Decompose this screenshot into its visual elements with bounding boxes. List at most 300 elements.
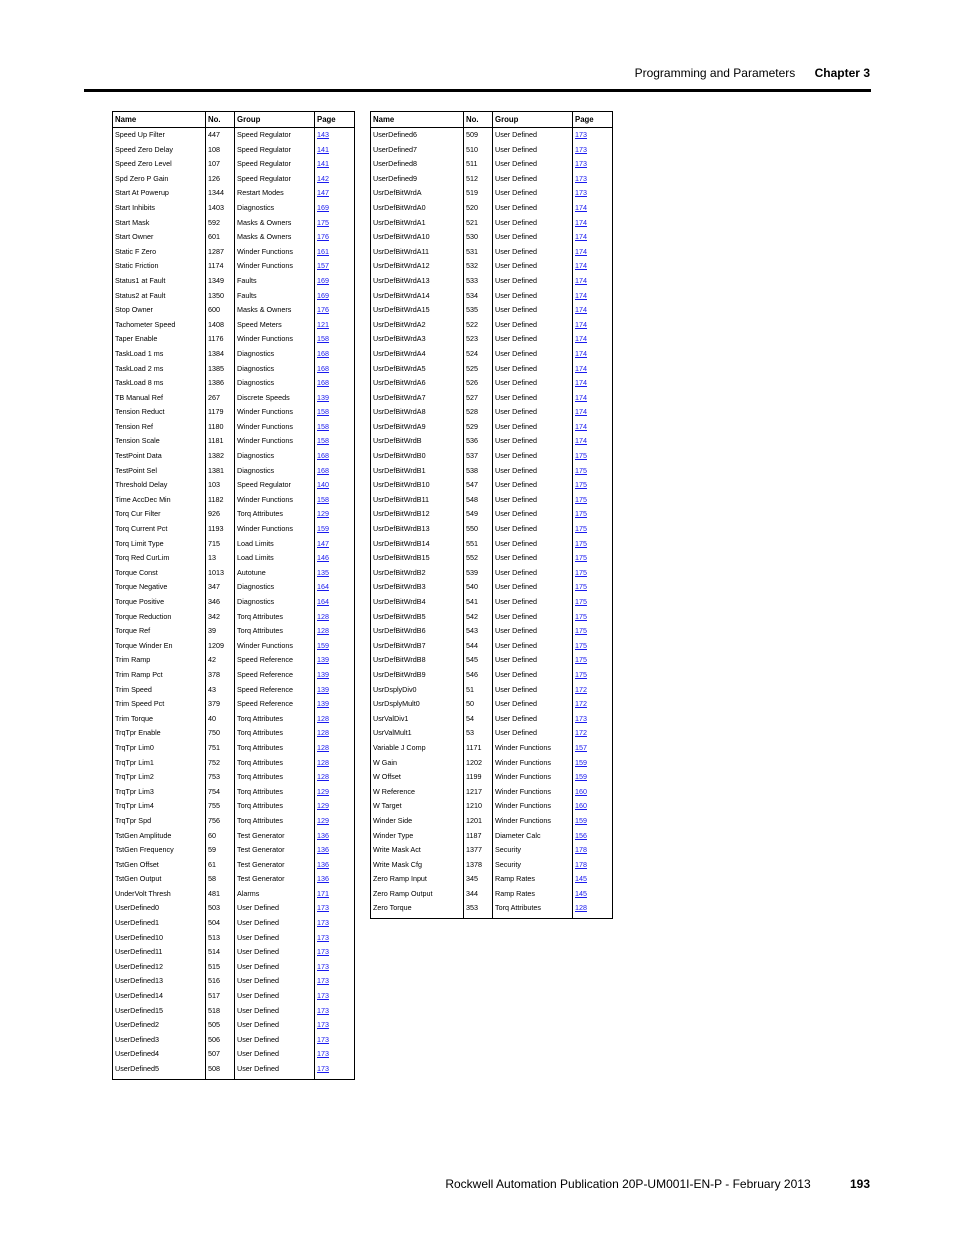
param-name: Taper Enable (113, 332, 206, 347)
param-group: Speed Regulator (235, 128, 315, 143)
param-group: User Defined (493, 493, 573, 508)
param-group: User Defined (493, 172, 573, 187)
page-link[interactable]: 142 (315, 172, 355, 187)
page-link[interactable]: 175 (573, 493, 613, 508)
page-link[interactable]: 169 (315, 289, 355, 304)
table-row (113, 901, 355, 916)
page-link[interactable]: 175 (573, 449, 613, 464)
page-link[interactable]: 173 (573, 143, 613, 158)
param-name: Tachometer Speed (113, 318, 206, 333)
page-link[interactable]: 174 (573, 274, 613, 289)
page-link[interactable]: 174 (573, 347, 613, 362)
param-group: Diagnostics (235, 201, 315, 216)
param-number: 926 (206, 507, 235, 522)
param-group: Winder Functions (235, 245, 315, 260)
page-link[interactable]: 156 (573, 829, 613, 844)
page-link[interactable]: 128 (315, 610, 355, 625)
table-row (371, 843, 613, 858)
param-name: TB Manual Ref (113, 391, 206, 406)
param-number: 541 (464, 595, 493, 610)
param-number: 546 (464, 668, 493, 683)
param-name: TrqTpr Spd (113, 814, 206, 829)
param-name: UsrDefBitWrdB14 (371, 537, 464, 552)
param-group: User Defined (235, 901, 315, 916)
param-name: Write Mask Act (371, 843, 464, 858)
param-group: Torq Attributes (235, 507, 315, 522)
param-number: 1287 (206, 245, 235, 260)
page-link[interactable]: 168 (315, 362, 355, 377)
page-link[interactable]: 175 (573, 595, 613, 610)
page-link[interactable]: 176 (315, 303, 355, 318)
param-group: Diagnostics (235, 347, 315, 362)
page-link[interactable]: 174 (573, 391, 613, 406)
page-link[interactable]: 141 (315, 157, 355, 172)
param-number: 503 (206, 901, 235, 916)
page-link[interactable]: 158 (315, 434, 355, 449)
param-group: User Defined (493, 580, 573, 595)
param-number: 530 (464, 230, 493, 245)
page-link[interactable]: 139 (315, 697, 355, 712)
page-link[interactable]: 173 (315, 1047, 355, 1062)
param-number: 103 (206, 478, 235, 493)
page-link[interactable]: 128 (573, 901, 613, 919)
param-name: UserDefined8 (371, 157, 464, 172)
page-link[interactable]: 168 (315, 449, 355, 464)
table-row (113, 157, 355, 172)
page-link[interactable]: 141 (315, 143, 355, 158)
param-name: TstGen Output (113, 872, 206, 887)
param-name: Torq Limit Type (113, 537, 206, 552)
param-name: Write Mask Cfg (371, 858, 464, 873)
param-group: User Defined (493, 668, 573, 683)
page-link[interactable]: 128 (315, 756, 355, 771)
page-link[interactable]: 160 (573, 785, 613, 800)
param-group: User Defined (235, 989, 315, 1004)
page-link[interactable]: 121 (315, 318, 355, 333)
param-number: 715 (206, 537, 235, 552)
page-link[interactable]: 173 (315, 1018, 355, 1033)
param-name: Torque Ref (113, 624, 206, 639)
page-link[interactable]: 129 (315, 785, 355, 800)
table-row (371, 712, 613, 727)
table-row (113, 829, 355, 844)
param-number: 1381 (206, 464, 235, 479)
param-group: Winder Functions (493, 785, 573, 800)
page-link[interactable]: 175 (573, 507, 613, 522)
param-name: Tension Reduct (113, 405, 206, 420)
table-row (113, 624, 355, 639)
page-link[interactable]: 136 (315, 872, 355, 887)
page-link[interactable]: 147 (315, 186, 355, 201)
page-link[interactable]: 158 (315, 332, 355, 347)
table-row (371, 332, 613, 347)
param-group: Winder Functions (235, 405, 315, 420)
page-link[interactable]: 174 (573, 362, 613, 377)
table-row (371, 756, 613, 771)
page-link[interactable]: 128 (315, 741, 355, 756)
param-name: W Target (371, 799, 464, 814)
param-group: Winder Functions (235, 259, 315, 274)
param-number: 751 (206, 741, 235, 756)
param-number: 542 (464, 610, 493, 625)
page-link[interactable]: 145 (573, 887, 613, 902)
table-row (371, 537, 613, 552)
page-link[interactable]: 128 (315, 624, 355, 639)
page-link[interactable]: 175 (573, 551, 613, 566)
param-number: 342 (206, 610, 235, 625)
param-name: Winder Type (371, 829, 464, 844)
param-group: User Defined (235, 1004, 315, 1019)
page-link[interactable]: 129 (315, 799, 355, 814)
param-group: Torq Attributes (235, 799, 315, 814)
page-link[interactable]: 136 (315, 858, 355, 873)
param-name: UsrDefBitWrdA7 (371, 391, 464, 406)
param-number: 510 (464, 143, 493, 158)
page-link[interactable]: 178 (573, 843, 613, 858)
param-group: Diagnostics (235, 464, 315, 479)
page-link[interactable]: 158 (315, 493, 355, 508)
page-link[interactable]: 147 (315, 537, 355, 552)
param-number: 43 (206, 683, 235, 698)
param-name: Speed Zero Delay (113, 143, 206, 158)
page-link[interactable]: 164 (315, 580, 355, 595)
page-link[interactable]: 175 (315, 216, 355, 231)
column-header-name: Name (113, 112, 206, 128)
table-row (113, 186, 355, 201)
page-link[interactable]: 174 (573, 216, 613, 231)
page-link[interactable]: 172 (573, 683, 613, 698)
param-group: Test Generator (235, 872, 315, 887)
page-header (635, 66, 870, 80)
param-group: Torq Attributes (235, 741, 315, 756)
page-link[interactable]: 157 (573, 741, 613, 756)
param-name: Threshold Delay (113, 478, 206, 493)
page-link[interactable]: 135 (315, 566, 355, 581)
param-name: UsrDefBitWrdA11 (371, 245, 464, 260)
page-link[interactable]: 175 (573, 478, 613, 493)
page-link[interactable]: 169 (315, 274, 355, 289)
page-link[interactable]: 173 (315, 960, 355, 975)
table-row (113, 551, 355, 566)
param-group: Winder Functions (235, 639, 315, 654)
page-link[interactable]: 174 (573, 420, 613, 435)
param-group: Torq Attributes (235, 726, 315, 741)
param-group: Alarms (235, 887, 315, 902)
table-row (113, 507, 355, 522)
page-link[interactable]: 173 (573, 157, 613, 172)
page-link[interactable]: 158 (315, 420, 355, 435)
page-link[interactable]: 143 (315, 128, 355, 143)
param-number: 592 (206, 216, 235, 231)
param-number: 447 (206, 128, 235, 143)
param-number: 1382 (206, 449, 235, 464)
param-number: 551 (464, 537, 493, 552)
param-group: Speed Regulator (235, 143, 315, 158)
param-name: Torq Cur Filter (113, 507, 206, 522)
page-link[interactable]: 145 (573, 872, 613, 887)
param-group: Masks & Owners (235, 303, 315, 318)
table-row (113, 289, 355, 304)
param-number: 529 (464, 420, 493, 435)
page-link[interactable]: 173 (315, 989, 355, 1004)
param-name: Static Friction (113, 259, 206, 274)
param-name: UsrDefBitWrdB5 (371, 610, 464, 625)
page-link[interactable]: 139 (315, 391, 355, 406)
page-link[interactable]: 158 (315, 405, 355, 420)
param-name: Tension Ref (113, 420, 206, 435)
param-group: User Defined (493, 347, 573, 362)
param-group: User Defined (493, 507, 573, 522)
param-number: 512 (464, 172, 493, 187)
param-group: User Defined (493, 186, 573, 201)
param-group: User Defined (235, 1018, 315, 1033)
param-group: Winder Functions (235, 332, 315, 347)
table-row (371, 405, 613, 420)
param-name: TrqTpr Lim1 (113, 756, 206, 771)
table-row (371, 376, 613, 391)
param-name: TaskLoad 8 ms (113, 376, 206, 391)
param-name: UsrDefBitWrdB13 (371, 522, 464, 537)
page-link[interactable]: 173 (573, 712, 613, 727)
param-number: 1179 (206, 405, 235, 420)
param-group: Diameter Calc (493, 829, 573, 844)
page-link[interactable]: 173 (315, 945, 355, 960)
page-link[interactable]: 175 (573, 624, 613, 639)
page-link[interactable]: 173 (573, 172, 613, 187)
page-link[interactable]: 173 (315, 916, 355, 931)
param-number: 1210 (464, 799, 493, 814)
param-group: Winder Functions (493, 814, 573, 829)
param-name: TrqTpr Enable (113, 726, 206, 741)
page-link[interactable]: 174 (573, 332, 613, 347)
param-group: Test Generator (235, 829, 315, 844)
param-number: 1377 (464, 843, 493, 858)
page-link[interactable]: 176 (315, 230, 355, 245)
param-group: Masks & Owners (235, 216, 315, 231)
param-number: 547 (464, 478, 493, 493)
parameter-table-right (370, 111, 613, 919)
table-row (113, 639, 355, 654)
page-link[interactable]: 164 (315, 595, 355, 610)
param-group: Masks & Owners (235, 230, 315, 245)
page-link[interactable]: 159 (315, 639, 355, 654)
table-row (371, 172, 613, 187)
table-row (371, 464, 613, 479)
page-link[interactable]: 171 (315, 887, 355, 902)
page-link[interactable]: 139 (315, 668, 355, 683)
param-number: 1181 (206, 434, 235, 449)
table-row (113, 770, 355, 785)
page-link[interactable]: 168 (315, 464, 355, 479)
param-group: User Defined (235, 1062, 315, 1080)
page-link[interactable]: 128 (315, 726, 355, 741)
param-name: Trim Ramp Pct (113, 668, 206, 683)
param-name: UsrDefBitWrdA0 (371, 201, 464, 216)
page-link[interactable]: 175 (573, 653, 613, 668)
page-link[interactable]: 173 (315, 1062, 355, 1080)
page-link[interactable]: 175 (573, 522, 613, 537)
page-link[interactable]: 172 (573, 697, 613, 712)
page-link[interactable]: 157 (315, 259, 355, 274)
page-link[interactable]: 173 (315, 931, 355, 946)
param-number: 379 (206, 697, 235, 712)
page-link[interactable]: 139 (315, 653, 355, 668)
table-row (371, 318, 613, 333)
page-link[interactable]: 159 (573, 770, 613, 785)
param-number: 1217 (464, 785, 493, 800)
page-link[interactable]: 174 (573, 303, 613, 318)
table-row (371, 522, 613, 537)
page-link[interactable]: 173 (573, 128, 613, 143)
page-link[interactable]: 175 (573, 639, 613, 654)
page-link[interactable]: 174 (573, 318, 613, 333)
param-name: UnderVolt Thresh (113, 887, 206, 902)
section-title: Programming and Parameters (634, 66, 796, 80)
page-link[interactable]: 128 (315, 770, 355, 785)
page-link[interactable]: 173 (315, 1033, 355, 1048)
param-number: 347 (206, 580, 235, 595)
table-row (113, 887, 355, 902)
page-link[interactable]: 175 (573, 580, 613, 595)
table-row (113, 318, 355, 333)
param-number: 552 (464, 551, 493, 566)
page-link[interactable]: 161 (315, 245, 355, 260)
page-link[interactable]: 139 (315, 683, 355, 698)
param-name: Stop Owner (113, 303, 206, 318)
table-row (371, 303, 613, 318)
page-link[interactable]: 173 (573, 186, 613, 201)
table-row (371, 186, 613, 201)
param-name: UsrDefBitWrdA3 (371, 332, 464, 347)
page-link[interactable]: 173 (315, 1004, 355, 1019)
param-name: TaskLoad 2 ms (113, 362, 206, 377)
param-number: 545 (464, 653, 493, 668)
page-link[interactable]: 174 (573, 259, 613, 274)
param-group: User Defined (493, 303, 573, 318)
table-row (113, 872, 355, 887)
page-link[interactable]: 173 (315, 901, 355, 916)
param-number: 481 (206, 887, 235, 902)
page-link[interactable]: 175 (573, 668, 613, 683)
page-link[interactable]: 169 (315, 201, 355, 216)
param-number: 600 (206, 303, 235, 318)
page-link[interactable]: 173 (315, 974, 355, 989)
page-link[interactable]: 159 (573, 814, 613, 829)
table-row (371, 770, 613, 785)
page-link[interactable]: 146 (315, 551, 355, 566)
publication-info: Rockwell Automation Publication 20P-UM001I-EN-P - February 2013 (445, 1177, 811, 1191)
table-row (113, 376, 355, 391)
page-link[interactable]: 174 (573, 245, 613, 260)
page-link[interactable]: 129 (315, 507, 355, 522)
param-name: UsrDefBitWrdA4 (371, 347, 464, 362)
param-name: Torque Reduction (113, 610, 206, 625)
param-name: TrqTpr Lim0 (113, 741, 206, 756)
param-number: 39 (206, 624, 235, 639)
param-group: Torq Attributes (235, 756, 315, 771)
table-row (113, 230, 355, 245)
page-number: 193 (849, 1177, 870, 1191)
page-link[interactable]: 129 (315, 814, 355, 829)
page-link[interactable]: 175 (573, 610, 613, 625)
param-number: 1349 (206, 274, 235, 289)
page-link[interactable]: 136 (315, 843, 355, 858)
param-number: 1386 (206, 376, 235, 391)
table-row (113, 493, 355, 508)
page-link[interactable]: 174 (573, 230, 613, 245)
page-link[interactable]: 174 (573, 289, 613, 304)
param-number: 548 (464, 493, 493, 508)
page-link[interactable]: 159 (315, 522, 355, 537)
param-group: User Defined (493, 537, 573, 552)
column-header-no: No. (464, 112, 493, 128)
param-number: 1199 (464, 770, 493, 785)
page-link[interactable]: 159 (573, 756, 613, 771)
page-link[interactable]: 175 (573, 537, 613, 552)
table-row (371, 697, 613, 712)
param-name: TstGen Amplitude (113, 829, 206, 844)
page-link[interactable]: 175 (573, 566, 613, 581)
param-number: 526 (464, 376, 493, 391)
page-link[interactable]: 168 (315, 347, 355, 362)
param-name: UserDefined15 (113, 1004, 206, 1019)
param-group: Test Generator (235, 858, 315, 873)
page-link[interactable]: 136 (315, 829, 355, 844)
param-name: UsrDefBitWrdB15 (371, 551, 464, 566)
param-number: 54 (464, 712, 493, 727)
param-name: UsrDefBitWrdB10 (371, 478, 464, 493)
page-link[interactable]: 178 (573, 858, 613, 873)
page-link[interactable]: 175 (573, 464, 613, 479)
param-group: User Defined (493, 259, 573, 274)
table-row (113, 960, 355, 975)
page-link[interactable]: 168 (315, 376, 355, 391)
table-row (371, 566, 613, 581)
param-number: 53 (464, 726, 493, 741)
page-link[interactable]: 172 (573, 726, 613, 741)
page-link[interactable]: 128 (315, 712, 355, 727)
table-row (371, 216, 613, 231)
column-header-group: Group (493, 112, 573, 128)
param-group: Winder Functions (235, 493, 315, 508)
page-link[interactable]: 174 (573, 405, 613, 420)
param-group: User Defined (235, 960, 315, 975)
table-row (113, 712, 355, 727)
param-group: User Defined (235, 916, 315, 931)
param-number: 754 (206, 785, 235, 800)
table-row (113, 216, 355, 231)
param-number: 1176 (206, 332, 235, 347)
page-link[interactable]: 174 (573, 376, 613, 391)
column-header-page: Page (573, 112, 613, 128)
table-body-left (113, 128, 355, 1080)
param-group: User Defined (235, 1033, 315, 1048)
page-link[interactable]: 174 (573, 201, 613, 216)
page-link[interactable]: 160 (573, 799, 613, 814)
page-link[interactable]: 140 (315, 478, 355, 493)
param-number: 527 (464, 391, 493, 406)
param-group: User Defined (493, 289, 573, 304)
param-name: UserDefined4 (113, 1047, 206, 1062)
param-group: Restart Modes (235, 186, 315, 201)
param-group: User Defined (493, 449, 573, 464)
table-row (113, 945, 355, 960)
param-group: User Defined (493, 376, 573, 391)
table-row (113, 668, 355, 683)
page-link[interactable]: 174 (573, 434, 613, 449)
header-rule (84, 89, 871, 92)
param-group: Test Generator (235, 843, 315, 858)
